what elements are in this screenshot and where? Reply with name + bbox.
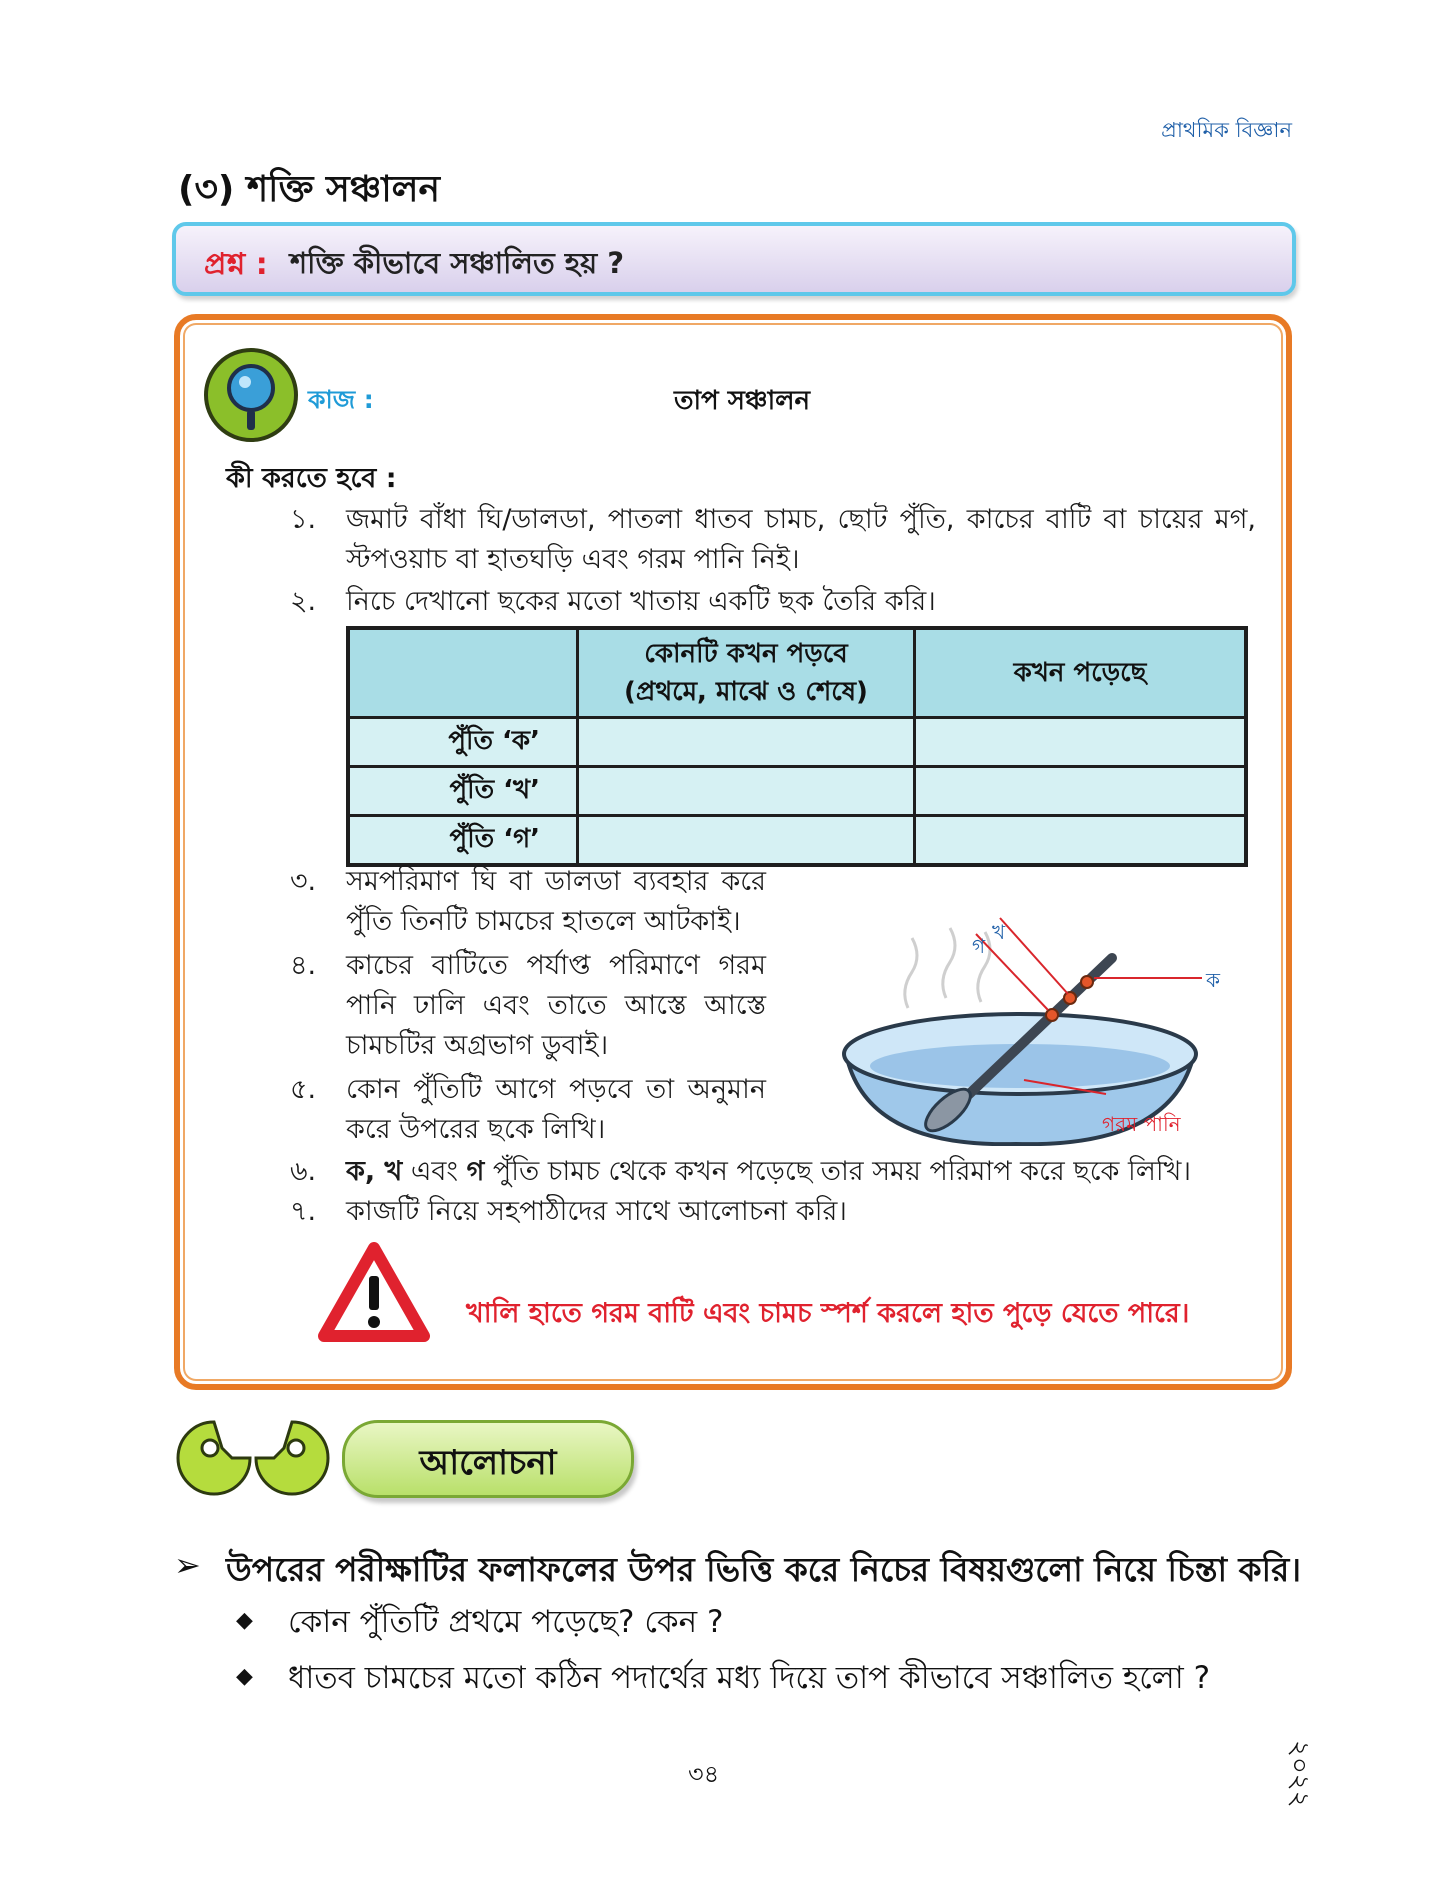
discussion-item: ধাতব চামচের মতো কঠিন পদার্থের মধ্য দিয়ে তাপ কীভাবে সঞ্চালিত হলো ? [288, 1660, 1211, 1696]
step-number: ৫. [290, 1074, 317, 1105]
step-number: ২. [290, 586, 317, 617]
table-header-cell: কখন পড়েছে [915, 628, 1247, 718]
step-text-rest: পুঁতি চামচ থেকে কখন পড়েছে তার সময় পরিমাপ করে ছকে লিখি। [484, 1156, 1191, 1187]
table-cell: পুঁতি ‘ক’ [348, 718, 578, 767]
question-label: প্রশ্ন : [204, 247, 268, 282]
table-cell [915, 816, 1247, 866]
bead-label-ka: ক [1206, 968, 1220, 992]
discussion-item: কোন পুঁতিটি প্রথমে পড়েছে? কেন ? [288, 1604, 724, 1640]
table-row [348, 767, 1246, 816]
step-number: ১. [290, 504, 317, 535]
step-4 [290, 946, 790, 1066]
step-5 [290, 1070, 790, 1150]
conjunction: এবং [402, 1156, 467, 1187]
year-stamp: ২০২২ [1284, 1740, 1314, 1808]
table-row [348, 718, 1246, 767]
instructions-heading: কী করতে হবে : [226, 463, 397, 494]
discussion-icon [176, 1418, 330, 1498]
step-text: জমাট বাঁধা ঘি/ডালডা, পাতলা ধাতব চামচ, ছোট পুঁতি, কাচের বাটি বা চায়ের মগ, স্টপওয়াচ বা হাতঘড়ি এবং গরম পানি নিই। [346, 504, 1256, 575]
step-1 [290, 500, 1258, 580]
step-2 [290, 582, 1258, 622]
step-number: ৬. [290, 1156, 317, 1187]
discussion-heading [342, 1420, 634, 1498]
step-text [346, 1152, 1256, 1192]
bead-name: গ [466, 1156, 485, 1187]
table-row [348, 816, 1246, 866]
table-cell [578, 718, 915, 767]
observation-table [346, 626, 1248, 867]
step-number: ৩. [290, 866, 317, 897]
discussion-label: আলোচনা [419, 1443, 557, 1483]
bowl-spoon-illustration [816, 898, 1256, 1146]
table-cell [915, 767, 1247, 816]
step-text: সমপরিমাণ ঘি বা ডালডা ব্যবহার করে পুঁতি তিনটি চামচের হাতলে আটকাই। [346, 866, 766, 937]
step-number: ৪. [290, 950, 317, 981]
diamond-bullet-icon: ◆ [236, 1664, 253, 1689]
question-text: শক্তি কীভাবে সঞ্চালিত হয় ? [290, 246, 625, 280]
section-title: (৩) শক্তি সঞ্চালন [178, 169, 440, 210]
activity-box [174, 314, 1292, 1390]
running-header: প্রাথমিক বিজ্ঞান [1161, 118, 1292, 142]
step-6 [290, 1152, 1258, 1192]
table-cell: পুঁতি ‘গ’ [348, 816, 578, 866]
step-number: ৭. [290, 1196, 317, 1227]
activity-title: তাপ সঞ্চালন [674, 386, 811, 416]
question-box [172, 222, 1296, 296]
bead-label-kha: খ [992, 920, 1006, 944]
table-cell [915, 718, 1247, 767]
step-text: কাচের বাটিতে পর্যাপ্ত পরিমাণে গরম পানি ঢালি এবং তাতে আস্তে আস্তে চামচটির অগ্রভাগ ডুবাই। [346, 950, 766, 1061]
warning-text: খালি হাতে গরম বাটি এবং চামচ স্পর্শ করলে হাত পুড়ে যেতে পারে। [466, 1298, 1190, 1329]
step-7 [290, 1192, 1258, 1232]
bead-names: ক, খ [346, 1156, 403, 1187]
arrow-bullet-icon: ➢ [174, 1546, 201, 1584]
bead-label-ga: গ [972, 934, 986, 958]
table-header-row [348, 628, 1246, 718]
step-text: কোন পুঁতিটি আগে পড়বে তা অনুমান করে উপরের ছকে লিখি। [346, 1074, 766, 1145]
table-header-cell [348, 628, 578, 718]
diamond-bullet-icon: ◆ [236, 1608, 253, 1633]
warning-icon [318, 1242, 430, 1342]
step-text: নিচে দেখানো ছকের মতো খাতায় একটি ছক তৈরি করি। [346, 586, 936, 617]
table-cell [578, 816, 915, 866]
activity-label: কাজ : [308, 385, 374, 414]
page-number: ৩৪ [688, 1760, 720, 1788]
table-header-cell: কোনটি কখন পড়বে (প্রথমে, মাঝে ও শেষে) [578, 628, 915, 718]
magnifier-icon [204, 348, 298, 442]
step-text: কাজটি নিয়ে সহপাঠীদের সাথে আলোচনা করি। [346, 1196, 847, 1227]
discussion-lead: উপরের পরীক্ষাটির ফলাফলের উপর ভিত্তি করে নিচের বিষয়গুলো নিয়ে চিন্তা করি। [226, 1550, 1302, 1589]
table-cell: পুঁতি ‘খ’ [348, 767, 578, 816]
step-3 [290, 862, 790, 942]
hot-water-label: গরম পানি [1102, 1112, 1181, 1136]
table-cell [578, 767, 915, 816]
